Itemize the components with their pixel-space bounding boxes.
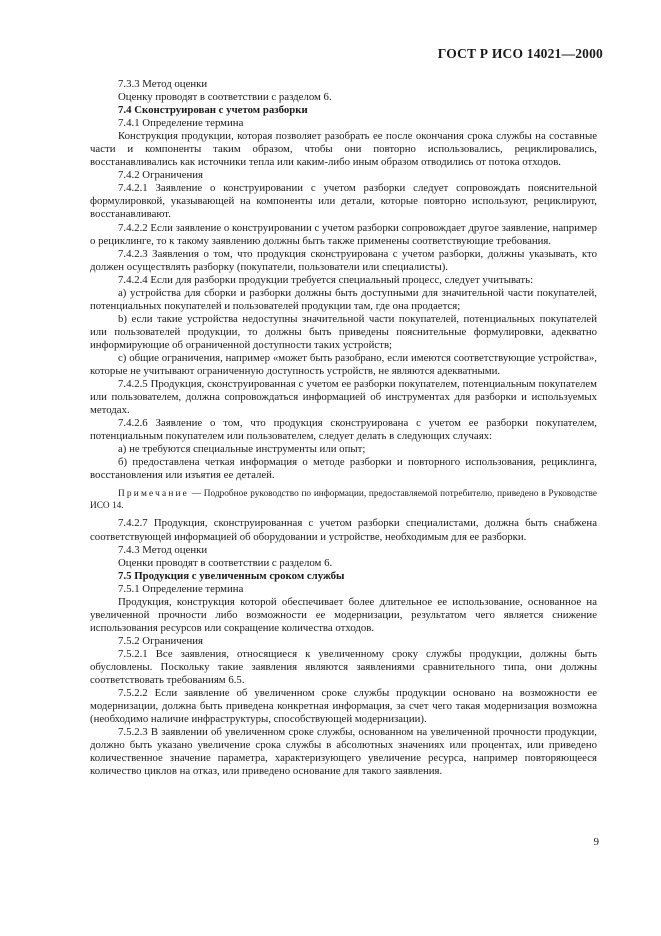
- paragraph: Продукция, конструкция которой обеспечивает более длительное ее использование, основанное на увеличенной прочности либо возможности ее модернизации, результатом чего является снижение использования ресурсов или сокращение количества отходов.: [90, 595, 597, 634]
- clause-7-4-2-4: 7.4.2.4 Если для разборки продукции требуется специальный процесс, следует учитывать:: [118, 273, 534, 286]
- list-item: b) если такие устройства недоступны значительной части покупателей, потенциальных покупателей или пользователей продукции, то должны быть приведены пояснительные формулировки, адекватно информирующие об ограниченной доступности таких устройств;: [90, 312, 597, 351]
- clause-7-4-2-2: 7.4.2.2 Если заявление о конструировании с учетом разборки сопровождает другое заявление, например о рециклинге, то к такому заявлению должны быть также применены соответствующие требования.: [90, 221, 597, 247]
- standard-header: ГОСТ Р ИСО 14021—2000: [437, 46, 603, 61]
- document-body: [90, 78, 597, 778]
- clause-7-5-2-heading: 7.5.2 Ограничения: [118, 634, 204, 647]
- section-7-4-heading: 7.4 Сконструирован с учетом разборки: [118, 104, 308, 117]
- list-item: c) общие ограничения, например «может быть разобрано, если имеются соответствующие устройства», которые не учитывают ограниченную доступность устройств, не являются адекватными.: [90, 351, 597, 378]
- clause-7-5-2-3: 7.5.2.3 В заявлении об увеличенном сроке службы, основанном на увеличенной прочности продукции, должно быть указано увеличение срока службы в абсолютных значениях или процентах, или приведено количественное значение параметра, характеризующего увеличение ресурса, например повторяющееся количество циклов на отказ, или приведено основание для такого заявления.: [90, 726, 597, 778]
- clause-7-5-1-heading: 7.5.1 Определение термина: [118, 582, 244, 595]
- list-item: а) не требуются специальные инструменты или опыт;: [118, 443, 366, 456]
- list-item: б) предоставлена четкая информация о методе разборки и повторного использования, рециклинга, восстановления или изъятия ее деталей.: [90, 456, 597, 482]
- paragraph: Оценку проводят в соответствии с разделом 6.: [118, 91, 332, 104]
- clause-7-5-2-2: 7.5.2.2 Если заявление об увеличенном сроке службы продукции основано на возможности ее модернизации, должна быть приведена конкретная информация, за счет чего такая модернизация возможна (необходимо наличие инфраструктуры, способствующей модернизации).: [90, 687, 597, 726]
- note-label: Примечание: [118, 489, 189, 500]
- paragraph: Конструкция продукции, которая позволяет разобрать ее после окончания срока службы на составные части и компоненты таким образом, чтобы они повторно использовались, рециклировались, восстанавливались как источники тепла или каким-либо иным образом отводились от потока отходов.: [90, 130, 597, 169]
- clause-7-4-3-heading: 7.4.3 Метод оценки: [118, 543, 208, 556]
- clause-7-4-2-6: 7.4.2.6 Заявление о том, что продукция сконструирована с учетом ее разборки покупателем, потенциальным покупателем или пользователем, следует делать в следующих случаях:: [90, 417, 597, 443]
- clause-7-4-2-5: 7.4.2.5 Продукция, сконструированная с учетом ее разборки покупателем, потенциальным покупателем или пользователем, должна сопровождаться информацией об инструментах для разборки и используемых методах.: [90, 378, 597, 417]
- clause-7-4-2-1: 7.4.2.1 Заявление о конструировании с учетом разборки следует сопровождать пояснительной формулировкой, указывающей на компоненты или детали, которые повторно используют, рециклируют, восстанавливают.: [90, 182, 597, 221]
- clause-7-3-3-heading: 7.3.3 Метод оценки: [118, 78, 208, 90]
- clause-7-5-2-1: 7.5.2.1 Все заявления, относящиеся к увеличенному сроку службы продукции, должны быть обусловлены. Поскольку такие заявления являются заявлениями сравнительного типа, они должны соответствовать требованиям 6.5.: [90, 647, 597, 687]
- note-text: — Подробное руководство по информации, предоставляемой потребителю, приведено в Руководстве ИСО 14.: [90, 489, 597, 512]
- page-number: 9: [593, 836, 599, 848]
- clause-7-4-2-heading: 7.4.2 Ограничения: [118, 169, 204, 182]
- paragraph: Оценки проводят в соответствии с разделом 6.: [118, 556, 333, 569]
- clause-7-4-1-heading: 7.4.1 Определение термина: [118, 117, 244, 130]
- section-7-5-heading: 7.5 Продукция с увеличенным сроком службы: [118, 569, 345, 582]
- clause-7-4-2-3: 7.4.2.3 Заявления о том, что продукция сконструирована с учетом разборки, должны указывать, кто должен осуществлять разборку (покупатели, пользователи или специалисты).: [90, 247, 597, 273]
- clause-7-4-2-7: 7.4.2.7 Продукция, сконструированная с учетом разборки специалистами, должна быть снабжена соответствующей информацией об оборудовании и устройстве, необходимым для ее разборки.: [90, 517, 597, 543]
- list-item: a) устройства для сборки и разборки должны быть доступными для значительной части покупателей, потенциальных покупателей и пользователей продукции там, где она продается;: [90, 286, 597, 312]
- note: [90, 488, 597, 512]
